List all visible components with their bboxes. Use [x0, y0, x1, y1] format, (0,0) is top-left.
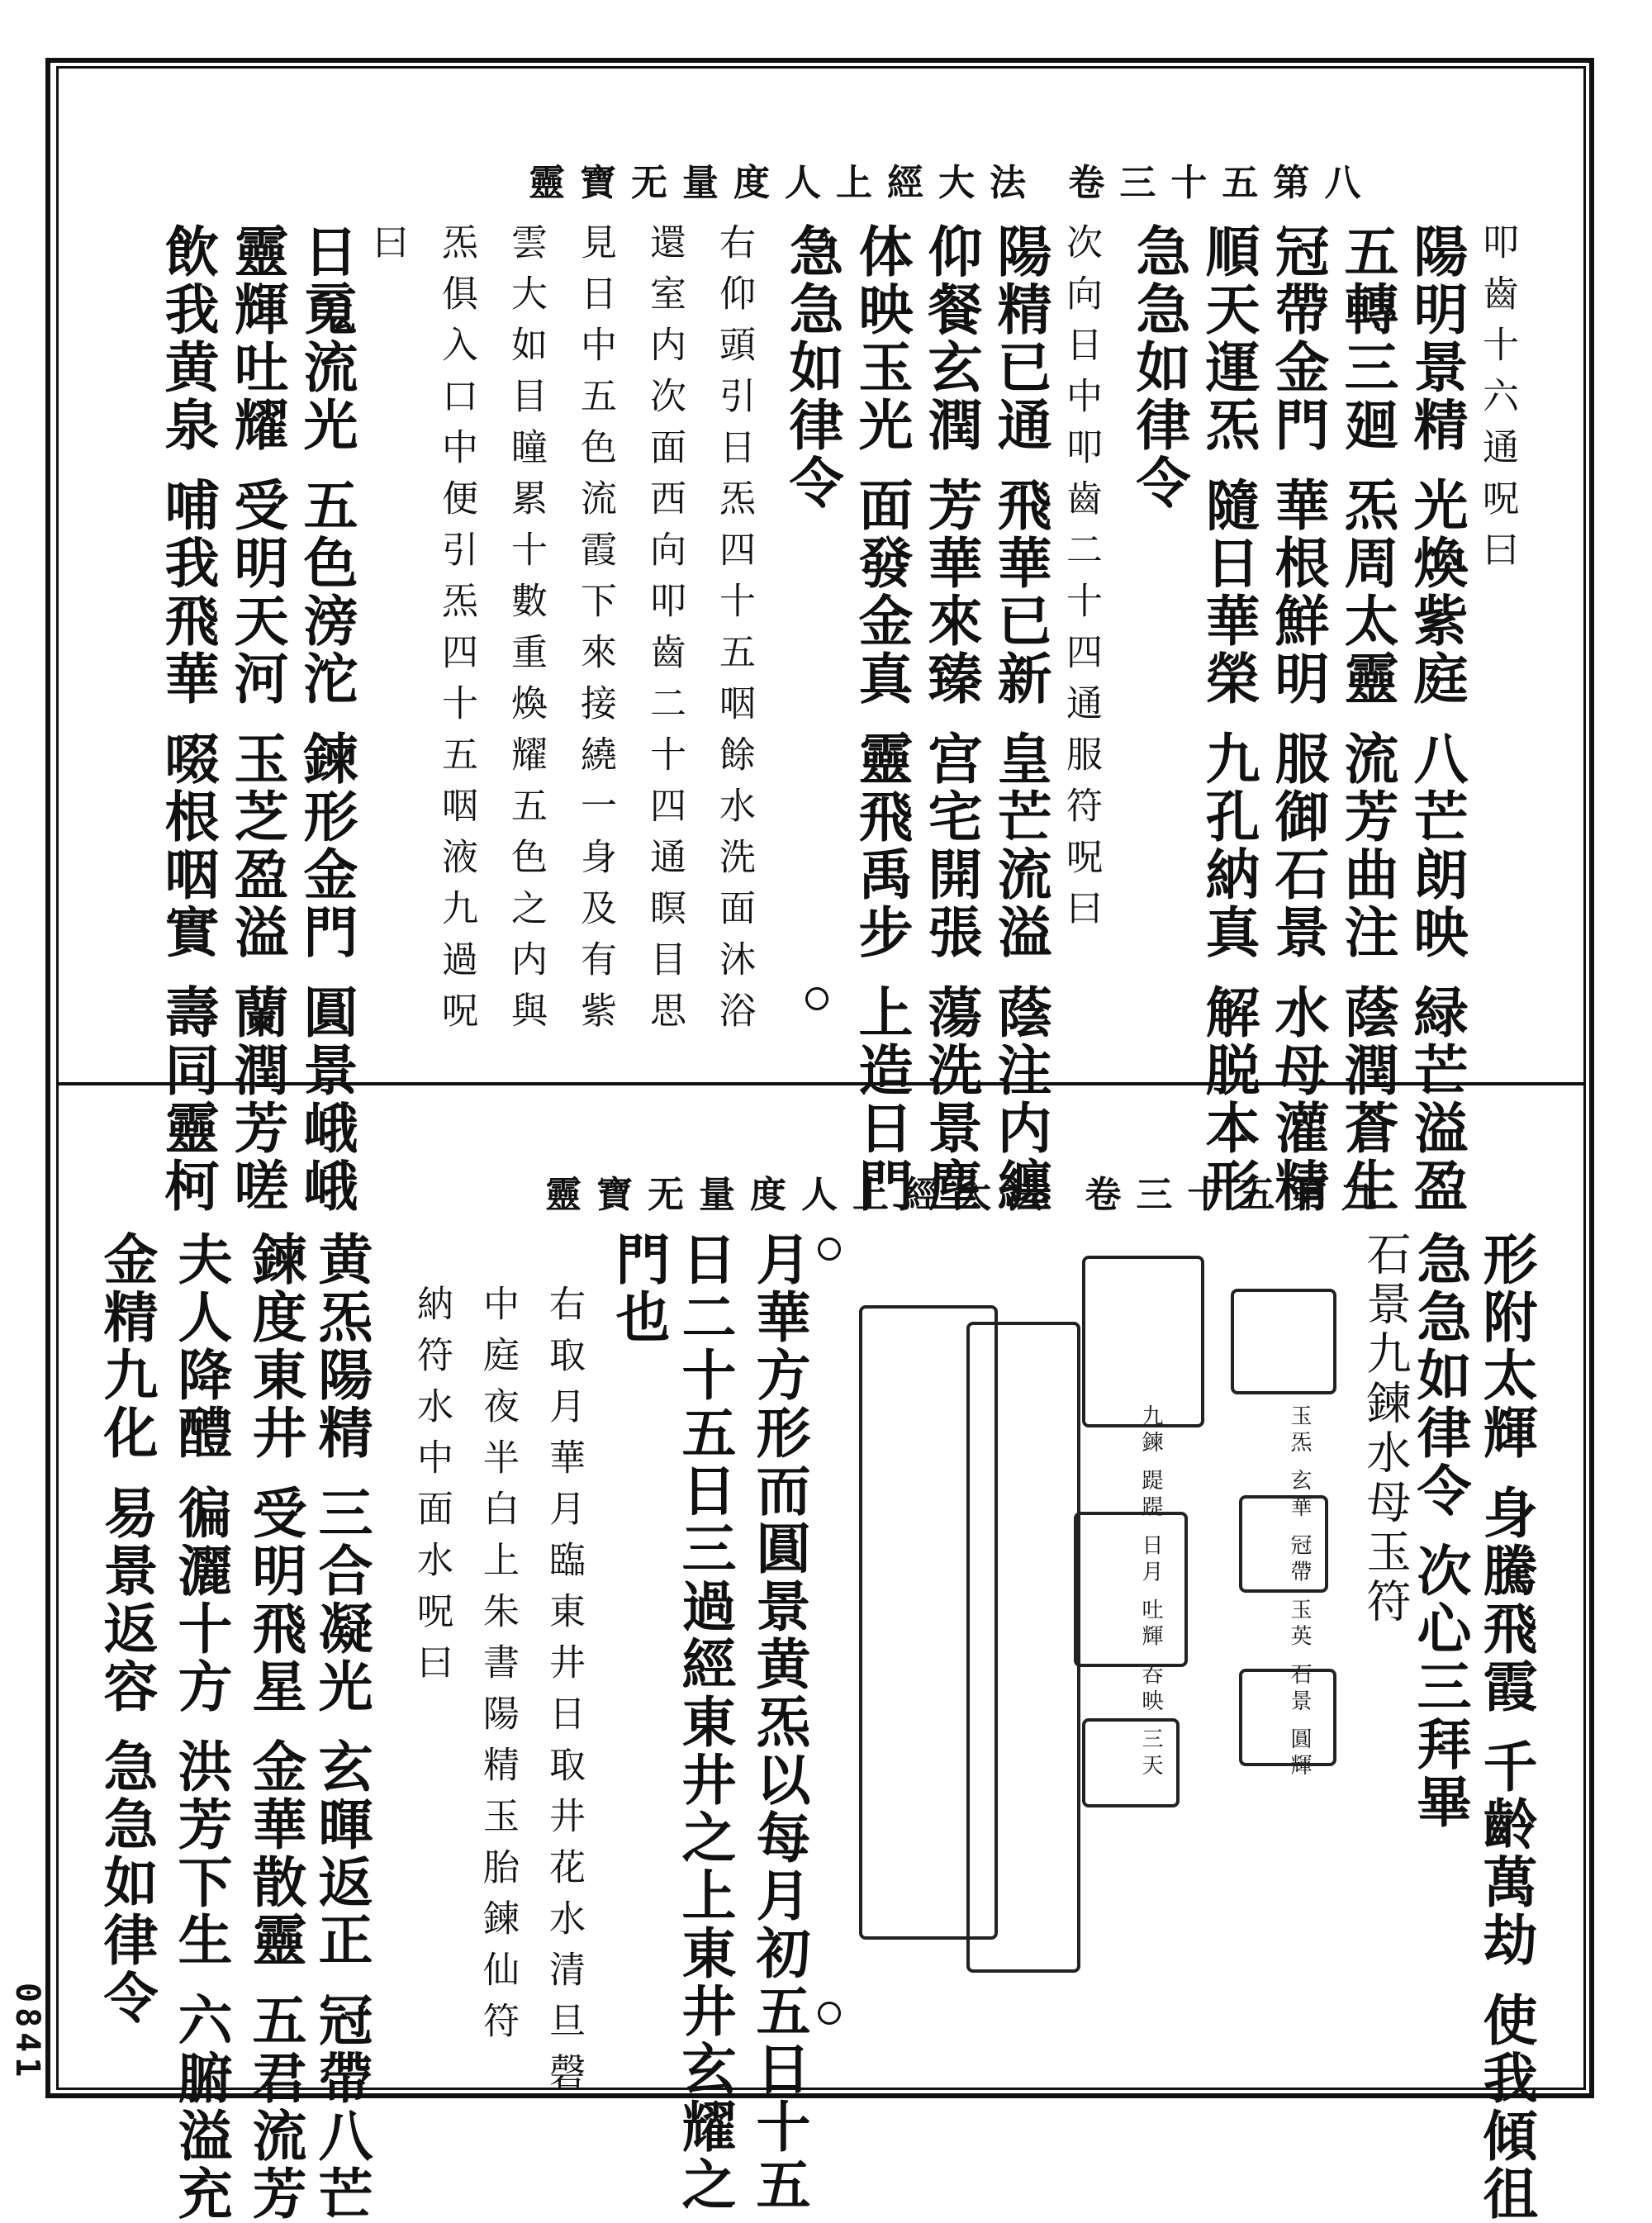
upper-cols-column: 陽精已通 飛華已新 皇芒流溢 蔭注内纏	[988, 223, 1052, 1215]
upper-cols-column: 急急如律令	[780, 223, 844, 512]
lower-text-column: 黄炁陽精 三合凝光 玄暉返正 冠帶八芒	[309, 1231, 373, 2223]
upper-header: 靈寶无量度人上經大法 卷三十五第八	[529, 162, 1376, 204]
upper-cols-column: 雲大如目瞳累十數重煥耀五色之内與	[505, 223, 547, 1043]
page-number: 0841	[8, 1983, 46, 2083]
lower-text-column: 門也	[606, 1231, 671, 1347]
lower-header: 靈寶无量度人上經大法 卷三十五第九	[545, 1174, 1393, 1216]
upper-cols-column: 仰餐玄潤 芳華來臻 宫宅開張 蕩洗景塵	[919, 223, 983, 1215]
lower-text-column: 右取月華月臨東井日取井花水清旦磬	[543, 1285, 585, 2104]
lower-text-column: 鍊度東井 受明飛星 金華散靈 五君流芳	[243, 1231, 307, 2223]
talisman-glyph-6	[1239, 1669, 1336, 1766]
lower-text-column: 急急如律令 次心三拜畢	[1408, 1231, 1472, 1831]
upper-cols-column: 叩齒十六通呪曰	[1476, 223, 1518, 582]
circle-mark	[818, 1237, 841, 1261]
upper-cols-column: 五轉三廻 炁周太靈 流芳曲注 蔭潤蒼生	[1335, 223, 1399, 1215]
lower-text-column: 玉炁 玄華 冠帶 玉英 石景 圓輝	[1287, 1404, 1312, 1781]
talisman-glyph-5	[1082, 1718, 1180, 1807]
lower-text-column: 月華方形而圓景黄炁以每月初五日十五	[747, 1231, 811, 2214]
talisman-glyph-1	[1231, 1289, 1336, 1394]
upper-cols-column: 次向日中叩齒二十四通服符呪曰	[1060, 223, 1102, 940]
circle-mark	[818, 2002, 841, 2025]
upper-cols-column: 見日中五色流霞下來接繞一身及有紫	[574, 223, 616, 1043]
talisman-glyph-3	[1074, 1512, 1188, 1667]
upper-cols-column: 炁俱入口中便引炁四十五咽液九過呪	[435, 223, 477, 1043]
circle-mark	[805, 987, 828, 1010]
talisman-glyph-2	[1082, 1256, 1204, 1427]
upper-cols-column: 日䰟流光 五色滂沱 鍊形金門 圓景峨峨	[294, 223, 358, 1215]
lower-text-column: 夫人降醴 徧灑十方 洪芳下生 六腑溢充	[169, 1231, 233, 2223]
talisman-glyph-4	[1239, 1495, 1328, 1593]
lower-text-column: 形附太輝 身騰飛霞 千齡萬劫 使我傾徂	[1474, 1231, 1538, 2223]
upper-cols-column: 曰	[366, 223, 408, 274]
upper-cols-column: 冠帶金門 華根鮮明 服御石景 水母灌精	[1265, 223, 1330, 1215]
upper-cols-column: 順天運炁 隨日華榮 九孔納真 解脱本形	[1196, 223, 1260, 1215]
lower-text-column: 金精九化 易景返容 急急如律令	[94, 1231, 159, 2027]
upper-cols-column: 陽明景精 光煥紫庭 八芒朗映 緑芒溢盈	[1404, 223, 1469, 1215]
lower-text-column: 納符水中面水呪曰	[411, 1285, 453, 1694]
lower-text-column: 石景九鍊水母玉符	[1360, 1231, 1412, 1627]
talisman-glyph-8	[966, 1322, 1080, 1973]
lower-text-column: 中庭夜半白上朱書陽精玉胎鍊仙符	[477, 1285, 519, 2053]
upper-cols-column: 急急如律令	[1127, 223, 1191, 512]
lower-text-column: 日二十五日三過經東井之上東井玄耀之	[672, 1231, 737, 2214]
upper-cols-column: 体映玉光 面發金真 靈飛禹步 上造日門	[849, 223, 914, 1215]
upper-cols-column: 靈輝吐耀 受明天河 玉芝盈溢 蘭潤芳嗟	[225, 223, 289, 1215]
lower-text-column: 九鍊 踶踶 日月 吐輝 吞映 三天	[1138, 1404, 1163, 1781]
upper-cols-column: 還室内次面西向叩齒二十四通瞑目思	[643, 223, 686, 1043]
upper-cols-column: 右仰頭引日炁四十五咽餘水洗面沐浴	[713, 223, 755, 1043]
upper-cols-column: 飲我黄泉 哺我飛華 啜根咽實 壽同靈柯	[155, 223, 220, 1215]
circle-mark	[805, 230, 828, 253]
